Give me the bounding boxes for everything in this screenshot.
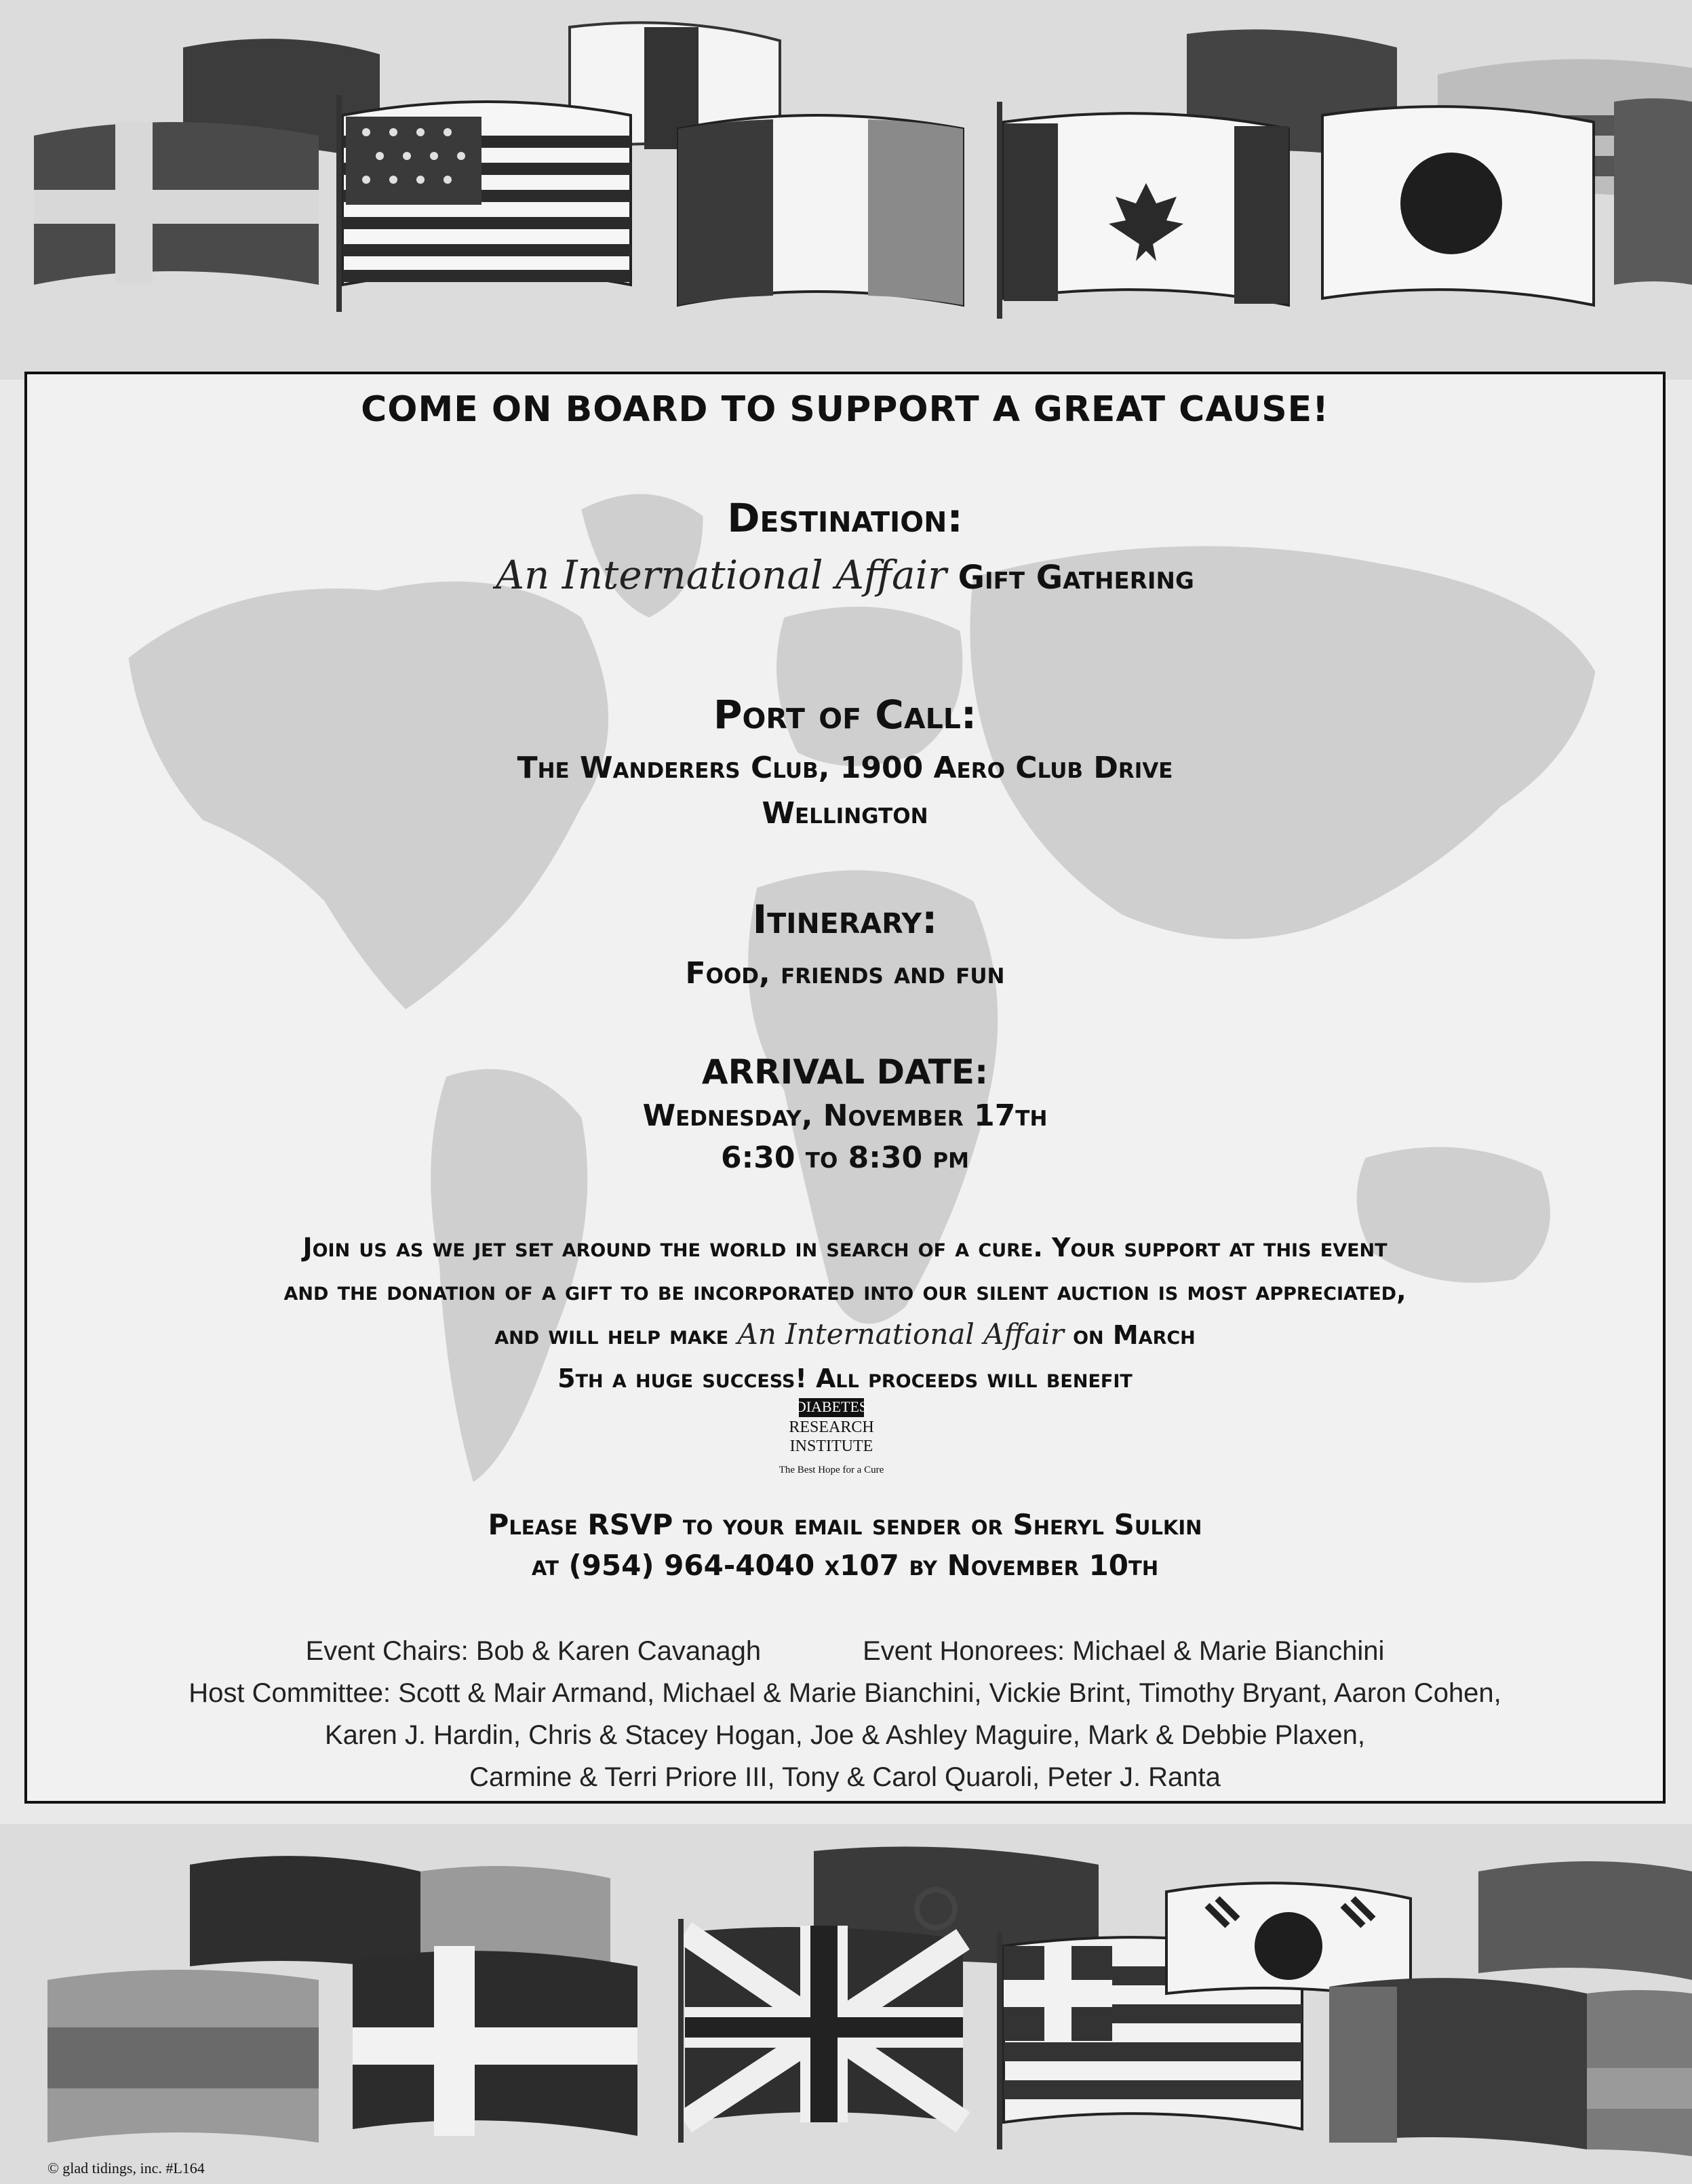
invitation-line-3-post: on March [1073,1320,1196,1350]
event-suffix: Gift Gathering [958,559,1194,597]
diabetes-research-institute-logo [779,1398,884,1486]
rsvp-line-1: Please RSVP to your email sender or Sheryl Sulkin [488,1508,1202,1541]
logo-text-institute: INSTITUTE [789,1437,873,1455]
invitation-line-2: and the donation of a gift to be incorporated into our silent auction is most appreciated, [283,1276,1406,1306]
headline: COME ON BOARD TO SUPPORT A GREAT CAUSE! [361,389,1329,430]
arrival-date: Wednesday, November 17th [642,1098,1048,1133]
destination-line [27,552,1663,598]
itinerary-line: Food, friends and fun [685,956,1005,991]
invitation-line-4: 5th a huge success! All proceeds will benefit [557,1364,1133,1393]
flag-icon [1478,1861,1692,1980]
event-honorees: Event Honorees: Michael & Marie Bianchini [863,1636,1385,1666]
venue-line: The Wanderers Club, 1900 Aero Club Drive [517,751,1173,785]
invitation-paragraph [47,1226,1642,1400]
logo-tagline: The Best Hope for a Cure [779,1465,884,1475]
host-committee-line-1: Host Committee: Scott & Mair Armand, Michael & Marie Bianchini, Vickie Brint, Timothy Bryant, Aaron Cohen, [189,1678,1501,1708]
copyright-notice: © glad tidings, inc. #L164 [47,2160,205,2177]
invitation-event-script: An International Affair [737,1317,1064,1351]
arrival-time: 6:30 to 8:30 pm [721,1140,969,1175]
itinerary-heading: Itinerary: [752,896,938,942]
arrival-heading: ARRIVAL DATE: [701,1052,989,1092]
flag-banner-top [0,0,1692,380]
host-committee-line-3: Carmine & Terri Priore III, Tony & Carol Quaroli, Peter J. Ranta [469,1762,1221,1792]
flag-banner-bottom [0,1824,1692,2184]
invitation-line-3-pre: and will help make [494,1320,729,1350]
port-of-call-heading: Port of Call: [713,692,977,738]
logo-text-diabetes: DIABETES [795,1398,868,1415]
committee-list [27,1630,1663,1798]
logo-text-research: RESEARCH [789,1418,874,1436]
destination-heading: Destination: [727,495,963,541]
chairs-honorees-line [27,1630,1663,1672]
host-committee-line-2: Karen J. Hardin, Chris & Stacey Hogan, Joe & Ashley Maguire, Mark & Debbie Plaxen, [324,1720,1366,1750]
city-line: Wellington [762,796,928,831]
content-frame [24,372,1666,1804]
rsvp-line-2: at (954) 964-4040 x107 by November 10th [531,1549,1159,1582]
event-name-script: An International Affair [496,552,947,598]
invitation-line-3 [47,1313,1642,1357]
event-chairs: Event Chairs: Bob & Karen Cavanagh [305,1636,762,1666]
invitation-line-1: Join us as we jet set around the world in search of a cure. Your support at this event [302,1233,1388,1263]
